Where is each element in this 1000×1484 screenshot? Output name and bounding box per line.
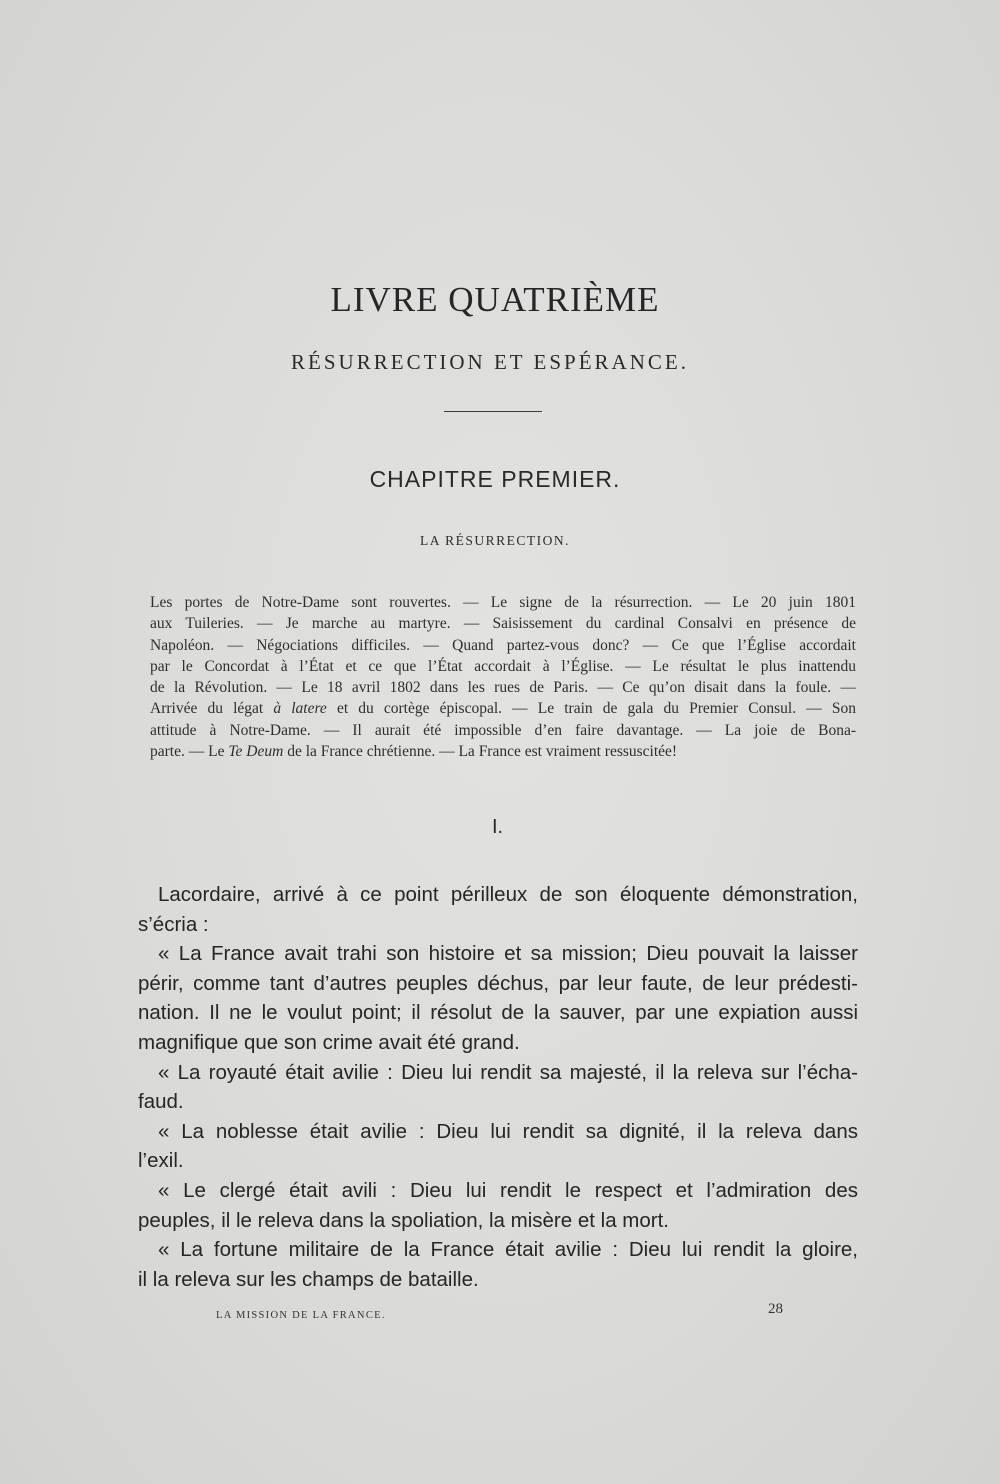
body-line: s’écria : xyxy=(138,912,209,936)
body-line: « La France avait trahi son histoire et sa mission; Dieu pouvait la laisser xyxy=(158,942,858,966)
summary-text: de la France chrétienne. — La France est vraiment ressuscitée! xyxy=(283,743,678,761)
summary-text: et du cortège épiscopal. — Le train de gala du Premier Consul. — Son xyxy=(326,700,856,718)
title-divider xyxy=(444,411,542,412)
chapter-summary xyxy=(150,592,856,762)
section-number: I. xyxy=(491,816,504,838)
body-line: magnifique que son crime avait été grand. xyxy=(138,1030,520,1054)
body-line: peuples, il le releva dans la spoliation, la misère et la mort. xyxy=(138,1208,669,1232)
body-line: il la releva sur les champs de bataille. xyxy=(138,1267,479,1291)
summary-italic: à latere xyxy=(273,700,327,718)
running-footer-title: LA MISSION DE LA FRANCE. xyxy=(216,1310,386,1321)
body-line: périr, comme tant d’autres peuples déchus, par leur faute, de leur prédesti- xyxy=(138,971,858,995)
body-line: l’exil. xyxy=(138,1149,184,1173)
chapter-subtitle: LA RÉSURRECTION. xyxy=(419,533,570,548)
summary-line: de la Révolution. — Le 18 avril 1802 dans les rues de Paris. — Ce qu’on disait dans la foule. — xyxy=(150,679,856,697)
body-line: « La fortune militaire de la France était avilie : Dieu lui rendit la gloire, xyxy=(158,1238,858,1262)
body-line: Lacordaire, arrivé à ce point périlleux de son éloquente démonstration, xyxy=(158,883,858,906)
book-title: LIVRE QUATRIÈME xyxy=(330,280,660,319)
chapter-title: CHAPITRE PREMIER. xyxy=(369,466,621,492)
summary-line: Les portes de Notre-Dame sont rouvertes. — Le signe de la résurrection. — Le 20 juin 1801 xyxy=(150,594,856,611)
summary-line: aux Tuileries. — Je marche au martyre. — Saisissement du cardinal Consalvi en présence de xyxy=(150,615,856,633)
body-line: faud. xyxy=(138,1090,184,1114)
summary-text: parte. — Le xyxy=(150,743,229,761)
body-line: « La royauté était avilie : Dieu lui rendit sa majesté, il la releva sur l’écha- xyxy=(158,1060,858,1084)
body-text xyxy=(138,880,858,1294)
book-subtitle: RÉSURRECTION ET ESPÉRANCE. xyxy=(291,350,689,374)
summary-line: attitude à Notre-Dame. — Il aurait été impossible d’en faire davantage. — La joie de Bona- xyxy=(150,721,856,739)
summary-text: Arrivée du légat xyxy=(150,700,274,718)
page-number: 28 xyxy=(768,1301,783,1317)
summary-line xyxy=(150,698,856,719)
summary-line: par le Concordat à l’État et ce que l’État accordait à l’Église. — Le résultat le plus inattendu xyxy=(150,657,856,675)
summary-line: Napoléon. — Négociations difficiles. — Quand partez-vous donc? — Ce que l’Église accordait xyxy=(150,636,856,654)
body-line: nation. Il ne le voulut point; il résolut de la sauver, par une expiation aussi xyxy=(138,1001,858,1025)
summary-italic: Te Deum xyxy=(228,743,284,761)
body-line: « La noblesse était avilie : Dieu lui rendit sa dignité, il la releva dans xyxy=(158,1119,858,1143)
summary-line xyxy=(150,741,856,762)
body-line: « Le clergé était avili : Dieu lui rendit le respect et l’admiration des xyxy=(158,1178,858,1202)
